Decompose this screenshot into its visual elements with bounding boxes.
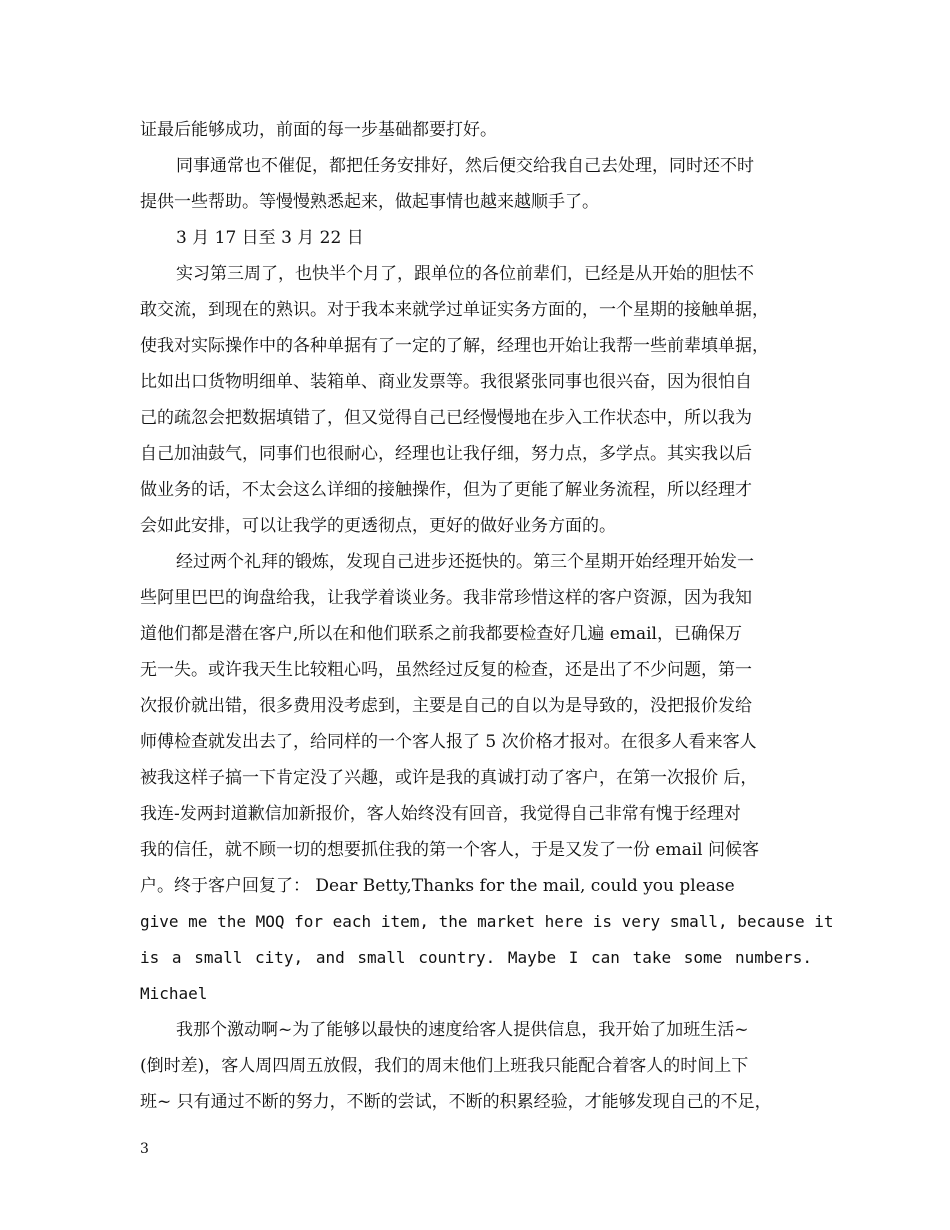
english-email-signature: Michael [140, 984, 208, 1003]
paragraph-start-line: 同事通常也不催促，都把任务安排好，然后便交给我自己去处理，同时还不时 [176, 156, 754, 176]
text-line: 次报价就出错，很多费用没考虑到，主要是自己的自以为是导致的，没把报价发给 [140, 696, 752, 716]
text-line: 被我这样子搞一下肯定没了兴趣，或许是我的真诚打动了客户，在第一次报价 后， [140, 768, 758, 788]
paragraph-start-line: 我那个激动啊~为了能够以最快的速度给客人提供信息，我开始了加班生活~ [176, 1020, 749, 1040]
text-line: 提供一些帮助。等慢慢熟悉起来，做起事情也越来越顺手了。 [140, 192, 599, 212]
text-line: 些阿里巴巴的询盘给我，让我学着谈业务。我非常珍惜这样的客户资源，因为我知 [140, 588, 752, 608]
text-line: 自己加油鼓气，同事们也很耐心，经理也让我仔细，努力点，多学点。其实我以后 [140, 444, 752, 464]
text-line: 师傅检查就发出去了，给同样的一个客人报了 5 次价格才报对。在很多人看来客人 [140, 732, 757, 752]
text-line: 会如此安排，可以让我学的更透彻点，更好的做好业务方面的。 [140, 516, 616, 536]
text-line: 无一失。或许我天生比较粗心吗，虽然经过反复的检查，还是出了不少问题，第一 [140, 660, 752, 680]
text-line: 敢交流，到现在的熟识。对于我本来就学过单证实务方面的，一个星期的接触单据， [140, 300, 769, 320]
date-heading: 3 月 17 日至 3 月 22 日 [176, 228, 364, 248]
english-email-line: is a small city, and small country. Maybe I can take some numbers. [140, 948, 812, 967]
text-line: 我的信任，就不顾一切的想要抓住我的第一个客人，于是又发了一份 email 问候客 [140, 840, 759, 860]
text-line: 比如出口货物明细单、装箱单、商业发票等。我很紧张同事也很兴奋，因为很怕自 [140, 372, 752, 392]
text-line: 班~ 只有通过不断的努力，不断的尝试，不断的积累经验，才能够发现自己的不足， [140, 1092, 772, 1112]
page-number: 3 [140, 1141, 149, 1157]
paragraph-start-line: 实习第三周了，也快半个月了，跟单位的各位前辈们，已经是从开始的胆怯不 [176, 264, 754, 284]
paragraph-start-line: 经过两个礼拜的锻炼，发现自己进步还挺快的。第三个星期开始经理开始发一 [176, 552, 754, 572]
text-line: 户。终于客户回复了： Dear Betty,Thanks for the mail, could you please [140, 876, 735, 896]
text-line: 做业务的话，不太会这么详细的接触操作，但为了更能了解业务流程，所以经理才 [140, 480, 752, 500]
body-text [140, 112, 834, 1120]
text-line: 证最后能够成功，前面的每一步基础都要打好。 [140, 120, 497, 140]
text-line: 我连-发两封道歉信加新报价，客人始终没有回音，我觉得自己非常有愧于经理对 [140, 804, 741, 824]
text-line: 使我对实际操作中的各种单据有了一定的了解，经理也开始让我帮一些前辈填单据， [140, 336, 769, 356]
english-email-line: give me the MOQ for each item, the market here is very small, because it [140, 912, 834, 931]
text-line: 己的疏忽会把数据填错了，但又觉得自己已经慢慢地在步入工作状态中，所以我为 [140, 408, 752, 428]
text-line: 道他们都是潜在客户,所以在和他们联系之前我都要检查好几遍 email，已确保万 [140, 624, 742, 644]
text-line: (倒时差)，客人周四周五放假，我们的周末他们上班我只能配合着客人的时间上下 [140, 1056, 749, 1076]
